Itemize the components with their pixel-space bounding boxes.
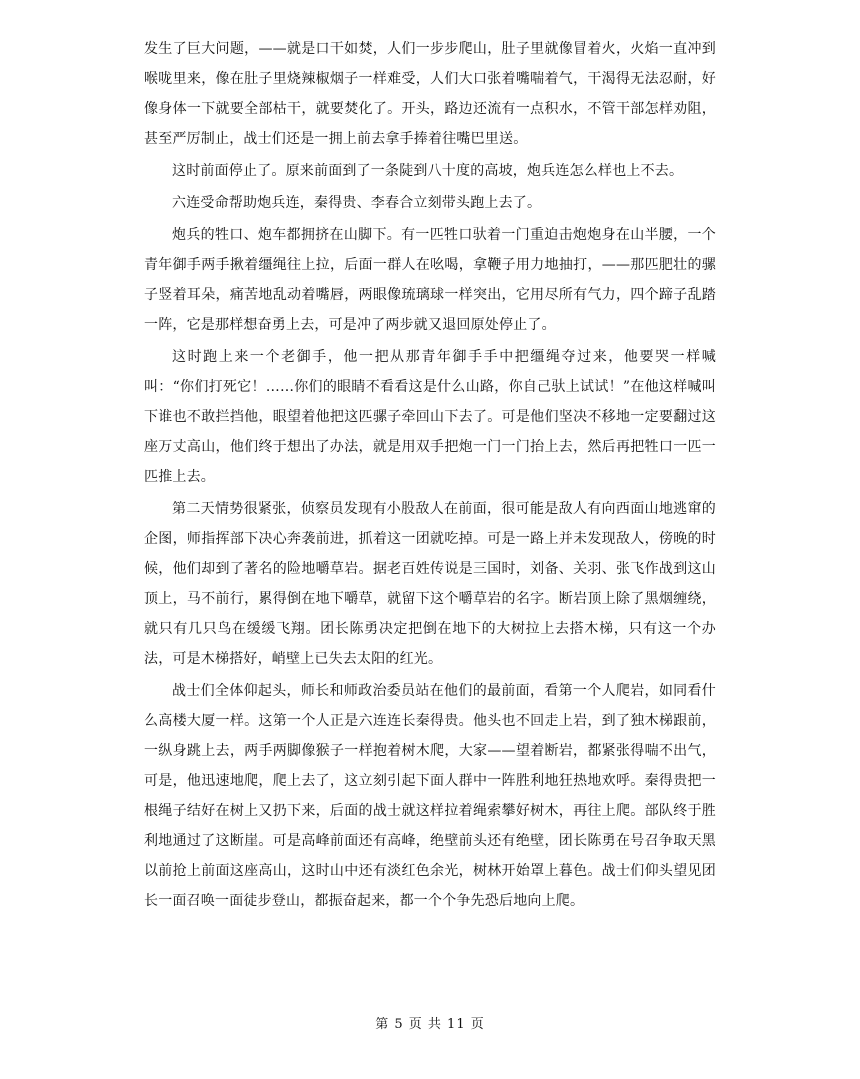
paragraph: 第二天情势很紧张，侦察员发现有小股敌人在前面，很可能是敌人有向西面山地逃窜的企图，师指挥部下决心奔袭前进，抓着这一团就吃掉。可是一路上并未发现敌人，傍晚的时候，他们却到了著名的险地嚼草岩。据老百姓传说是三国时，刘备、关羽、张飞作战到这山顶上，马不前行，累得倒在地下嚼草，就留下这个嚼草岩的名字。断岩顶上除了黑烟缠绕，就只有几只鸟在缓缓飞翔。团长陈勇决定把倒在地下的大树拉上去搭木梯，只有这一个办法，可是木梯搭好，峭壁上已失去太阳的红光。 [144, 501, 716, 667]
paragraph: 这时跑上来一个老御手，他一把从那青年御手手中把缰绳夺过来，他要哭一样喊叫：“你们打死它！……你们的眼睛不看看这是什么山路，你自己驮上试试！”在他这样喊叫下谁也不敢拦挡他，眼望着他把这匹骡子牵回山下去了。可是他们坚决不移地一定要翻过这座万丈高山，他们终于想出了办法，就是用双手把炮一门一门抬上去，然后再把牲口一匹一匹推上去。 [144, 349, 716, 485]
document-body [144, 34, 716, 916]
paragraph: 战士们全体仰起头，师长和师政治委员站在他们的最前面，看第一个人爬岩，如同看什么高楼大厦一样。这第一个人正是六连连长秦得贵。他头也不回走上岩，到了独木梯跟前，一纵身跳上去，两手两脚像猴子一样抱着树木爬，大家——望着断岩，都紧张得喘不出气，可是，他迅速地爬，爬上去了，这立刻引起下面人群中一阵胜利地狂热地欢呼。秦得贵把一根绳子结好在树上又扔下来，后面的战士就这样拉着绳索攀好树木，再往上爬。部队终于胜利地通过了这断崖。可是高峰前面还有高峰，绝壁前头还有绝壁，团长陈勇在号召争取天黑以前抢上前面这座高山，这时山中还有淡红色余光，树林开始罩上暮色。战士们仰头望见团长一面召唤一面徒步登山，都振奋起来，都一个个争先恐后地向上爬。 [144, 683, 716, 909]
page-number-footer: 第 5 页 共 11 页 [375, 1017, 485, 1032]
paragraph: 六连受命帮助炮兵连，秦得贵、李春合立刻带头跑上去了。 [172, 195, 542, 211]
paragraph-continuation: 发生了巨大问题，——就是口干如焚，人们一步步爬山，肚子里就像冒着火，火焰一直冲到喉咙里来，像在肚子里烧辣椒烟子一样难受，人们大口张着嘴喘着气，干渴得无法忍耐，好像身体一下就要全部枯干，就要焚化了。开头，路边还流有一点积水，不管干部怎样劝阻，甚至严厉制止，战士们还是一拥上前去拿手捧着往嘴巴里送。 [144, 41, 716, 147]
paragraph: 炮兵的牲口、炮车都拥挤在山脚下。有一匹牲口驮着一门重迫击炮炮身在山半腰，一个青年御手两手揪着缰绳往上拉，后面一群人在吆喝，拿鞭子用力地抽打，——那匹肥壮的骡子竖着耳朵，痛苦地乱动着嘴唇，两眼像琉璃球一样突出，它用尽所有气力，四个蹄子乱踏一阵，它是那样想奋勇上去，可是冲了两步就又退回原处停止了。 [144, 227, 716, 333]
paragraph: 这时前面停止了。原来前面到了一条陡到八十度的高坡，炮兵连怎么样也上不去。 [172, 163, 684, 179]
